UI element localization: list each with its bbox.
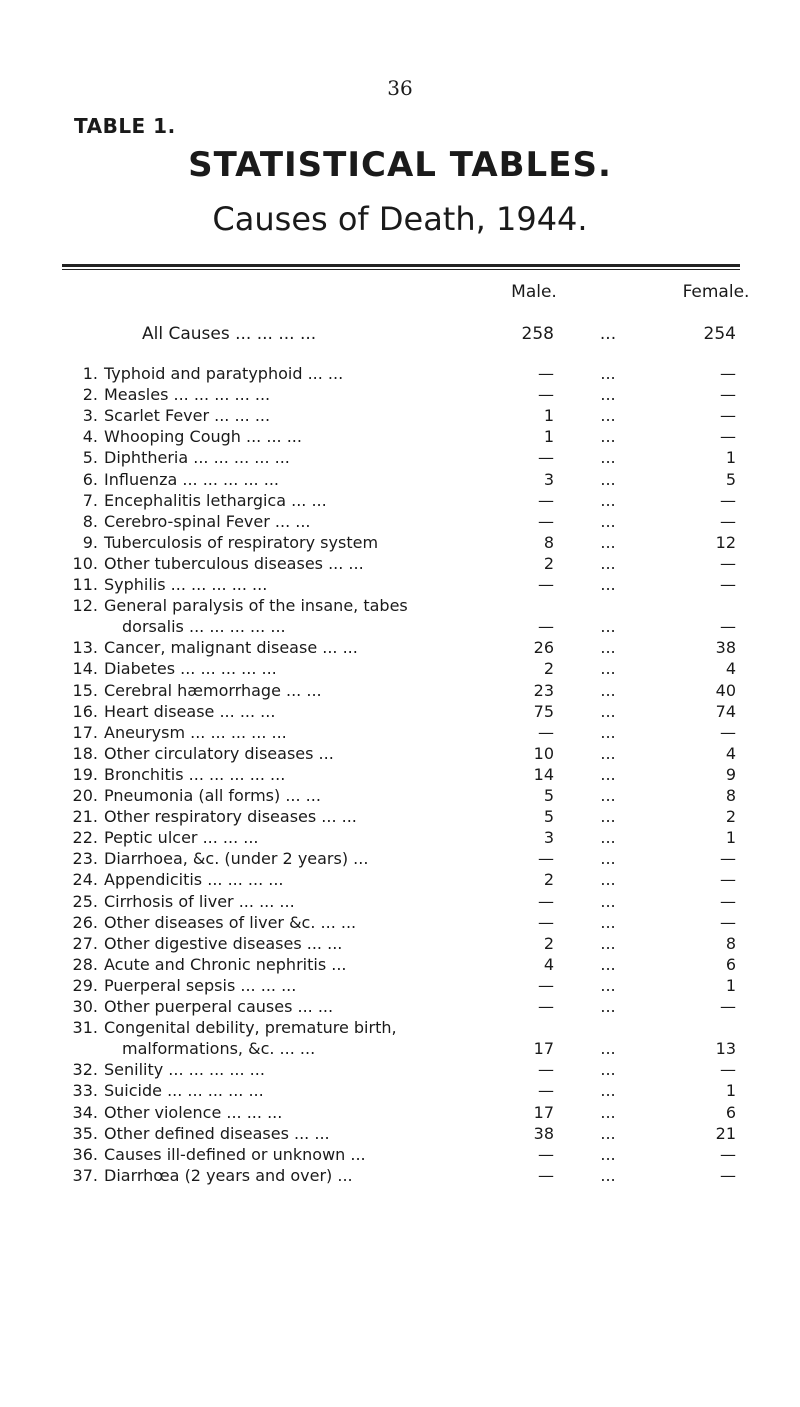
row-dots: ... <box>600 786 616 805</box>
page-subtitle: Causes of Death, 1944. <box>212 200 588 238</box>
row-number: 23. <box>72 849 98 869</box>
table-row <box>0 1060 800 1082</box>
row-number: 21. <box>72 807 98 827</box>
row-dots: ... <box>600 659 616 679</box>
table-row <box>0 364 800 386</box>
row-cause: Other digestive diseases ... ... <box>104 933 343 953</box>
row-female-count: 6 <box>725 954 736 974</box>
row-female-count: — <box>720 364 736 383</box>
row-dots: ... <box>600 828 616 848</box>
table-label: TABLE 1. <box>74 114 176 138</box>
table-row <box>0 470 800 492</box>
row-dots: ... <box>600 469 616 489</box>
row-cause: Diarrhœa (2 years and over) ... <box>104 1165 353 1185</box>
row-number: 6. <box>82 469 98 489</box>
row-cause: Bronchitis ... ... ... ... ... <box>104 764 286 784</box>
row-dots: ... <box>600 849 616 869</box>
table-row <box>0 765 800 787</box>
row-number: 24. <box>72 870 98 890</box>
row-female-count: 4 <box>725 659 736 679</box>
row-female-count: 1 <box>725 1081 736 1101</box>
table-row <box>0 1124 800 1146</box>
table-row <box>0 934 800 956</box>
table-row <box>0 1103 800 1125</box>
row-male-count: — <box>538 891 554 911</box>
row-number: 2. <box>82 385 98 405</box>
table-row <box>0 828 800 850</box>
all-causes-label: All Causes ... ... ... ... <box>142 324 317 344</box>
row-cause: Scarlet Fever ... ... ... <box>104 406 271 426</box>
row-cause: Appendicitis ... ... ... ... <box>104 870 284 890</box>
row-dots: ... <box>600 997 616 1016</box>
row-female-count: — <box>720 1165 736 1185</box>
row-male-count: — <box>538 912 554 932</box>
row-cause: Other defined diseases ... ... <box>104 1123 330 1143</box>
row-cause: Tuberculosis of respiratory system <box>104 532 379 552</box>
all-causes-female: 254 <box>703 324 736 344</box>
row-cause: Encephalitis lethargica ... ... <box>104 490 327 510</box>
row-male-count: — <box>538 722 554 742</box>
row-cause: Other puerperal causes ... ... <box>104 997 334 1016</box>
table-row <box>0 681 800 703</box>
row-male-count: 17 <box>533 1102 554 1122</box>
row-number: 30. <box>72 997 98 1016</box>
table-row <box>0 849 800 871</box>
row-cause: Senility ... ... ... ... ... <box>104 1060 265 1080</box>
row-female-count: 13 <box>715 1039 736 1059</box>
row-dots: ... <box>600 870 616 890</box>
row-cause: Suicide ... ... ... ... ... <box>104 1081 264 1101</box>
row-dots: ... <box>600 701 616 721</box>
row-cause: Other respiratory diseases ... ... <box>104 807 357 827</box>
row-male-count: 2 <box>543 553 554 573</box>
row-number: 32. <box>72 1060 98 1080</box>
row-number: 26. <box>72 912 98 932</box>
row-male-count: — <box>538 997 554 1016</box>
row-male-count: 38 <box>533 1123 554 1143</box>
row-number: 19. <box>72 764 98 784</box>
row-female-count: — <box>720 722 736 742</box>
table-row <box>0 533 800 555</box>
table-row <box>0 1145 800 1167</box>
table-row <box>0 385 800 407</box>
table-row <box>0 870 800 892</box>
row-male-count: 3 <box>543 469 554 489</box>
row-number: 37. <box>72 1165 98 1185</box>
row-cause: Acute and Chronic nephritis ... <box>104 954 347 974</box>
row-male-count: — <box>538 385 554 405</box>
row-dots: ... <box>600 575 616 594</box>
table-row <box>0 807 800 829</box>
row-dots: ... <box>600 1123 616 1143</box>
row-dots: ... <box>600 427 616 447</box>
table-row <box>0 638 800 660</box>
row-dots: ... <box>600 954 616 974</box>
row-female-count: — <box>720 511 736 531</box>
row-female-count: — <box>720 891 736 911</box>
table-row <box>0 554 800 576</box>
row-number: 33. <box>72 1081 98 1101</box>
row-female-count: — <box>720 617 736 637</box>
row-number: 10. <box>72 553 98 573</box>
row-cause: Causes ill-defined or unknown ... <box>104 1144 366 1164</box>
table-row <box>0 1039 800 1061</box>
row-cause: Puerperal sepsis ... ... ... <box>104 975 297 995</box>
row-female-count: 1 <box>725 828 736 848</box>
table-row <box>0 723 800 745</box>
row-dots: ... <box>600 933 616 953</box>
row-male-count: — <box>538 490 554 510</box>
row-dots: ... <box>600 532 616 552</box>
row-number: 8. <box>82 511 98 531</box>
row-female-count: — <box>720 427 736 447</box>
row-dots: ... <box>600 1144 616 1164</box>
table-row <box>0 575 800 597</box>
row-number: 13. <box>72 638 98 658</box>
row-female-count: — <box>720 490 736 510</box>
row-cause: Aneurysm ... ... ... ... ... <box>104 722 287 742</box>
row-cause: Measles ... ... ... ... ... <box>104 385 271 405</box>
row-female-count: — <box>720 870 736 890</box>
column-header-male: Male. <box>511 282 557 302</box>
row-number: 15. <box>72 680 98 700</box>
table-row <box>0 892 800 914</box>
row-dots: ... <box>600 975 616 995</box>
row-number: 35. <box>72 1123 98 1143</box>
row-dots: ... <box>600 364 616 383</box>
table-row <box>0 512 800 534</box>
row-male-count: 1 <box>543 406 554 426</box>
row-male-count: 17 <box>533 1039 554 1059</box>
row-dots: ... <box>600 764 616 784</box>
row-number: 3. <box>82 406 98 426</box>
row-male-count: 10 <box>533 743 554 763</box>
row-number: 34. <box>72 1102 98 1122</box>
page-number: 36 <box>387 76 413 100</box>
row-dots: ... <box>600 553 616 573</box>
row-dots: ... <box>600 638 616 658</box>
row-female-count: 6 <box>725 1102 736 1122</box>
row-dots: ... <box>600 490 616 510</box>
row-cause: Other tuberculous diseases ... ... <box>104 553 364 573</box>
row-cause: Syphilis ... ... ... ... ... <box>104 575 268 594</box>
row-dots: ... <box>600 912 616 932</box>
row-cause: Other circulatory diseases ... <box>104 743 334 763</box>
row-cause: Diphtheria ... ... ... ... ... <box>104 448 290 468</box>
row-female-count: 8 <box>725 786 736 805</box>
row-male-count: 2 <box>543 659 554 679</box>
row-cause: Diarrhoea, &c. (under 2 years) ... <box>104 849 369 869</box>
row-female-count: 1 <box>725 975 736 995</box>
row-male-count: — <box>538 1144 554 1164</box>
row-number: 20. <box>72 786 98 805</box>
table-row <box>0 976 800 998</box>
table-row <box>0 997 800 1019</box>
row-number: 17. <box>72 722 98 742</box>
row-male-count: 4 <box>543 954 554 974</box>
row-cause: dorsalis ... ... ... ... ... <box>122 617 286 637</box>
row-number: 12. <box>72 596 98 616</box>
row-female-count: 9 <box>725 764 736 784</box>
row-female-count: — <box>720 1060 736 1080</box>
row-dots: ... <box>600 1039 616 1059</box>
row-cause: Influenza ... ... ... ... ... <box>104 469 279 489</box>
row-male-count: — <box>538 448 554 468</box>
row-dots: ... <box>600 1060 616 1080</box>
row-cause: malformations, &c. ... ... <box>122 1039 316 1059</box>
row-dots: ... <box>600 1165 616 1185</box>
table-row <box>0 955 800 977</box>
row-number: 36. <box>72 1144 98 1164</box>
row-dots: ... <box>600 1102 616 1122</box>
row-male-count: 26 <box>533 638 554 658</box>
row-dots: ... <box>600 511 616 531</box>
row-male-count: 5 <box>543 786 554 805</box>
row-cause: Whooping Cough ... ... ... <box>104 427 302 447</box>
row-dots: ... <box>600 807 616 827</box>
row-number: 18. <box>72 743 98 763</box>
table-row <box>0 448 800 470</box>
table-row <box>0 702 800 724</box>
row-female-count: — <box>720 912 736 932</box>
row-cause: Heart disease ... ... ... <box>104 701 276 721</box>
row-male-count: 23 <box>533 680 554 700</box>
table-row <box>0 406 800 428</box>
row-male-count: — <box>538 575 554 594</box>
row-male-count: — <box>538 1060 554 1080</box>
row-cause: Peptic ulcer ... ... ... <box>104 828 259 848</box>
row-dots: ... <box>600 406 616 426</box>
row-cause: Other diseases of liver &c. ... ... <box>104 912 357 932</box>
row-female-count: — <box>720 385 736 405</box>
row-number: 27. <box>72 933 98 953</box>
table-row <box>0 659 800 681</box>
row-number: 5. <box>82 448 98 468</box>
row-female-count: 38 <box>715 638 736 658</box>
row-male-count: 2 <box>543 870 554 890</box>
row-cause: Cancer, malignant disease ... ... <box>104 638 358 658</box>
row-dots: ... <box>600 891 616 911</box>
table-row <box>0 1166 800 1188</box>
table-row <box>0 786 800 808</box>
row-male-count: — <box>538 1081 554 1101</box>
row-number: 22. <box>72 828 98 848</box>
row-cause: Cerebral hæmorrhage ... ... <box>104 680 322 700</box>
row-cause: Other violence ... ... ... <box>104 1102 283 1122</box>
column-header-female: Female. <box>682 282 750 302</box>
table-row <box>0 1081 800 1103</box>
row-male-count: 1 <box>543 427 554 447</box>
header-rule-thick <box>62 264 740 267</box>
table-row <box>0 1018 800 1040</box>
row-female-count: — <box>720 997 736 1016</box>
row-dots: ... <box>600 722 616 742</box>
row-dots: ... <box>600 385 616 405</box>
row-male-count: 75 <box>533 701 554 721</box>
table-row <box>0 427 800 449</box>
row-number: 4. <box>82 427 98 447</box>
row-male-count: — <box>538 511 554 531</box>
row-female-count: 2 <box>725 807 736 827</box>
row-dots: ... <box>600 1081 616 1101</box>
row-female-count: 5 <box>725 469 736 489</box>
row-number: 25. <box>72 891 98 911</box>
row-female-count: — <box>720 1144 736 1164</box>
row-number: 28. <box>72 954 98 974</box>
row-male-count: 3 <box>543 828 554 848</box>
row-female-count: 74 <box>715 701 736 721</box>
row-number: 9. <box>82 532 98 552</box>
row-cause: Cirrhosis of liver ... ... ... <box>104 891 295 911</box>
table-row <box>0 744 800 766</box>
row-female-count: 8 <box>725 933 736 953</box>
row-male-count: — <box>538 849 554 869</box>
row-female-count: 1 <box>725 448 736 468</box>
row-male-count: 2 <box>543 933 554 953</box>
row-female-count: 21 <box>715 1123 736 1143</box>
table-row <box>0 617 800 639</box>
row-female-count: 12 <box>715 532 736 552</box>
row-male-count: — <box>538 617 554 637</box>
row-female-count: 4 <box>725 743 736 763</box>
row-female-count: — <box>720 553 736 573</box>
row-cause: Cerebro-spinal Fever ... ... <box>104 511 311 531</box>
row-dots: ... <box>600 680 616 700</box>
row-number: 16. <box>72 701 98 721</box>
row-dots: ... <box>600 617 616 637</box>
row-male-count: — <box>538 1165 554 1185</box>
row-male-count: 8 <box>543 532 554 552</box>
row-dots: ... <box>600 743 616 763</box>
all-causes-dots: ... <box>599 324 617 344</box>
row-number: 31. <box>72 1018 98 1038</box>
table-row <box>0 913 800 935</box>
all-causes-row <box>0 324 800 346</box>
row-cause: Pneumonia (all forms) ... ... <box>104 786 321 805</box>
row-male-count: — <box>538 975 554 995</box>
header-rule-thin <box>62 269 740 270</box>
all-causes-male: 258 <box>521 324 554 344</box>
table-row <box>0 596 800 618</box>
row-number: 7. <box>82 490 98 510</box>
row-male-count: 14 <box>533 764 554 784</box>
row-female-count: — <box>720 849 736 869</box>
row-number: 11. <box>72 575 98 594</box>
row-male-count: — <box>538 364 554 383</box>
row-female-count: — <box>720 406 736 426</box>
row-female-count: 40 <box>715 680 736 700</box>
row-female-count: — <box>720 575 736 594</box>
row-dots: ... <box>600 448 616 468</box>
table-row <box>0 491 800 513</box>
row-number: 29. <box>72 975 98 995</box>
row-number: 14. <box>72 659 98 679</box>
row-male-count: 5 <box>543 807 554 827</box>
row-cause: General paralysis of the insane, tabes <box>104 596 408 616</box>
row-cause: Diabetes ... ... ... ... ... <box>104 659 277 679</box>
row-cause: Congenital debility, premature birth, <box>104 1018 397 1038</box>
page-title: STATISTICAL TABLES. <box>188 145 612 185</box>
row-cause: Typhoid and paratyphoid ... ... <box>104 364 344 383</box>
row-number: 1. <box>82 364 98 383</box>
